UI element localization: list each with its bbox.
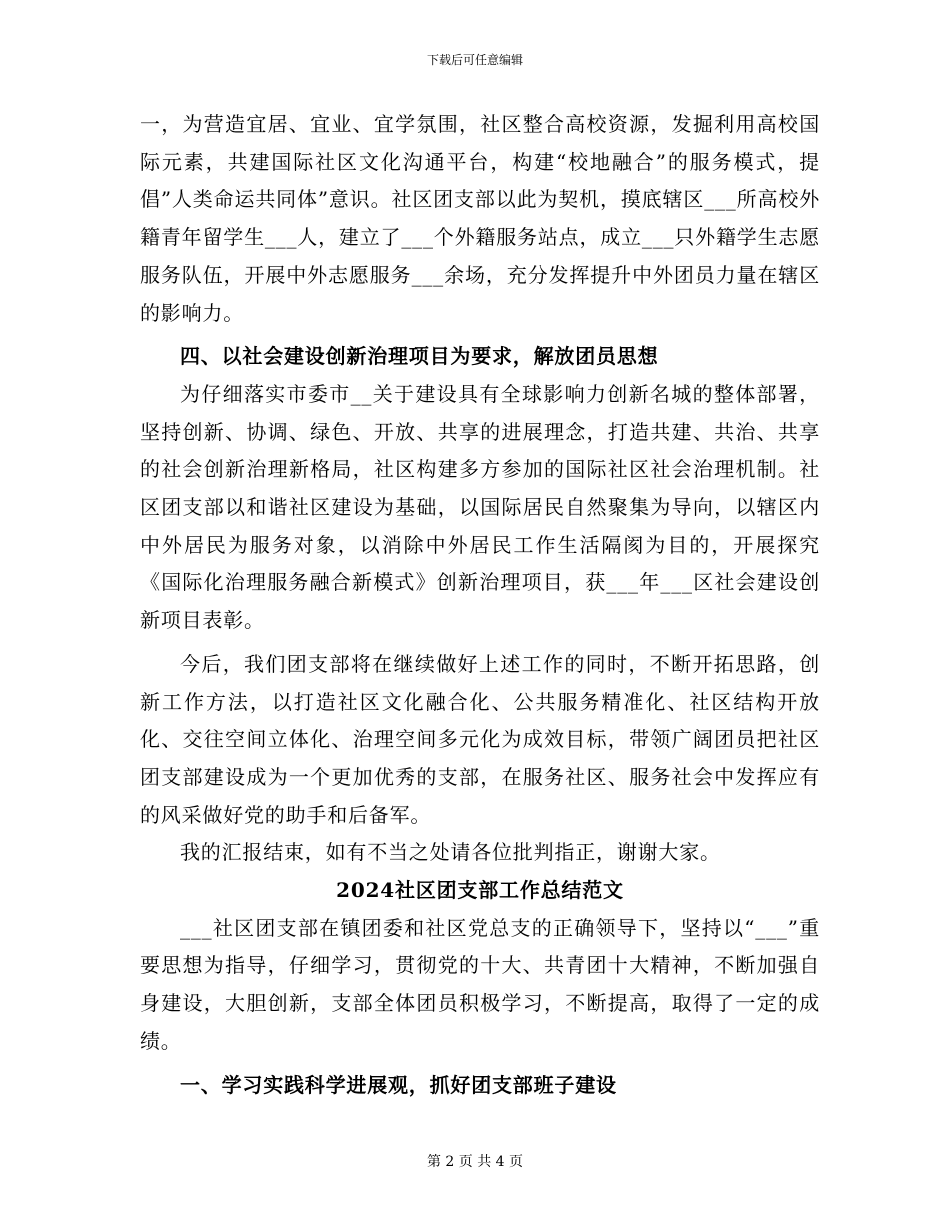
document-body xyxy=(140,106,820,1104)
paragraph-summary-intro: ___社区团支部在镇团委和社区党总支的正确领导下，坚持以“___”重要思想为指导，仔细学习，贯彻党的十大、共青团十大精神，不断加强自身建设，大胆创新，支部全体团员积极学习，不断提高，取得了一定的成绩。 xyxy=(140,915,820,1053)
section-heading-four: 四、以社会建设创新治理项目为要求，解放团员思想 xyxy=(180,344,659,369)
page-header: 下载后可任意编辑 xyxy=(426,53,523,67)
page-footer: 第 2 页 共 4 页 xyxy=(426,1154,524,1170)
paragraph-future-plans: 今后，我们团支部将在继续做好上述工作的同时，不断开拓思路，创新工作方法，以打造社区文化融合化、公共服务精准化、社区结构开放化、交往空间立体化、治理空间多元化为成效目标，带领广阔团员把社区团支部建设成为一个更加优秀的支部，在服务社区、服务社会中发挥应有的风采做好党的助手和后备军。 xyxy=(140,651,820,827)
section-heading-one: 一、学习实践科学进展观，抓好团支部班子建设 xyxy=(180,1072,617,1097)
paragraph-governance-project: 为仔细落实市委市__关于建设具有全球影响力创新名城的整体部署，坚持创新、协调、绿色、开放、共享的进展理念，打造共建、共治、共享的社会创新治理新格局，社区构建多方参加的国际社区社会治理机制。社区团支部以和谐社区建设为基础，以国际居民自然聚集为导向，以辖区内中外居民为服务对象，以消除中外居民工作生活隔阂为目的，开展探究《国际化治理服务融合新模式》创新治理项目，获___年___区社会建设创新项目表彰。 xyxy=(140,381,820,633)
paragraph-closing-remarks: 我的汇报结束，如有不当之处请各位批判指正，谢谢大家。 xyxy=(180,840,721,865)
document-title: 2024社区团支部工作总结范文 xyxy=(336,878,624,903)
paragraph-international-culture: 一，为营造宜居、宜业、宜学氛围，社区整合高校资源，发掘利用高校国际元素，共建国际社区文化沟通平台，构建“校地融合”的服务模式，提倡”人类命运共同体”意识。社区团支部以此为契机，摸底辖区___所高校外籍青年留学生___人，建立了___个外籍服务站点，成立___只外籍学生志愿服务队伍，开展中外志愿服务___余场，充分发挥提升中外团员力量在辖区的影响力。 xyxy=(140,112,820,325)
